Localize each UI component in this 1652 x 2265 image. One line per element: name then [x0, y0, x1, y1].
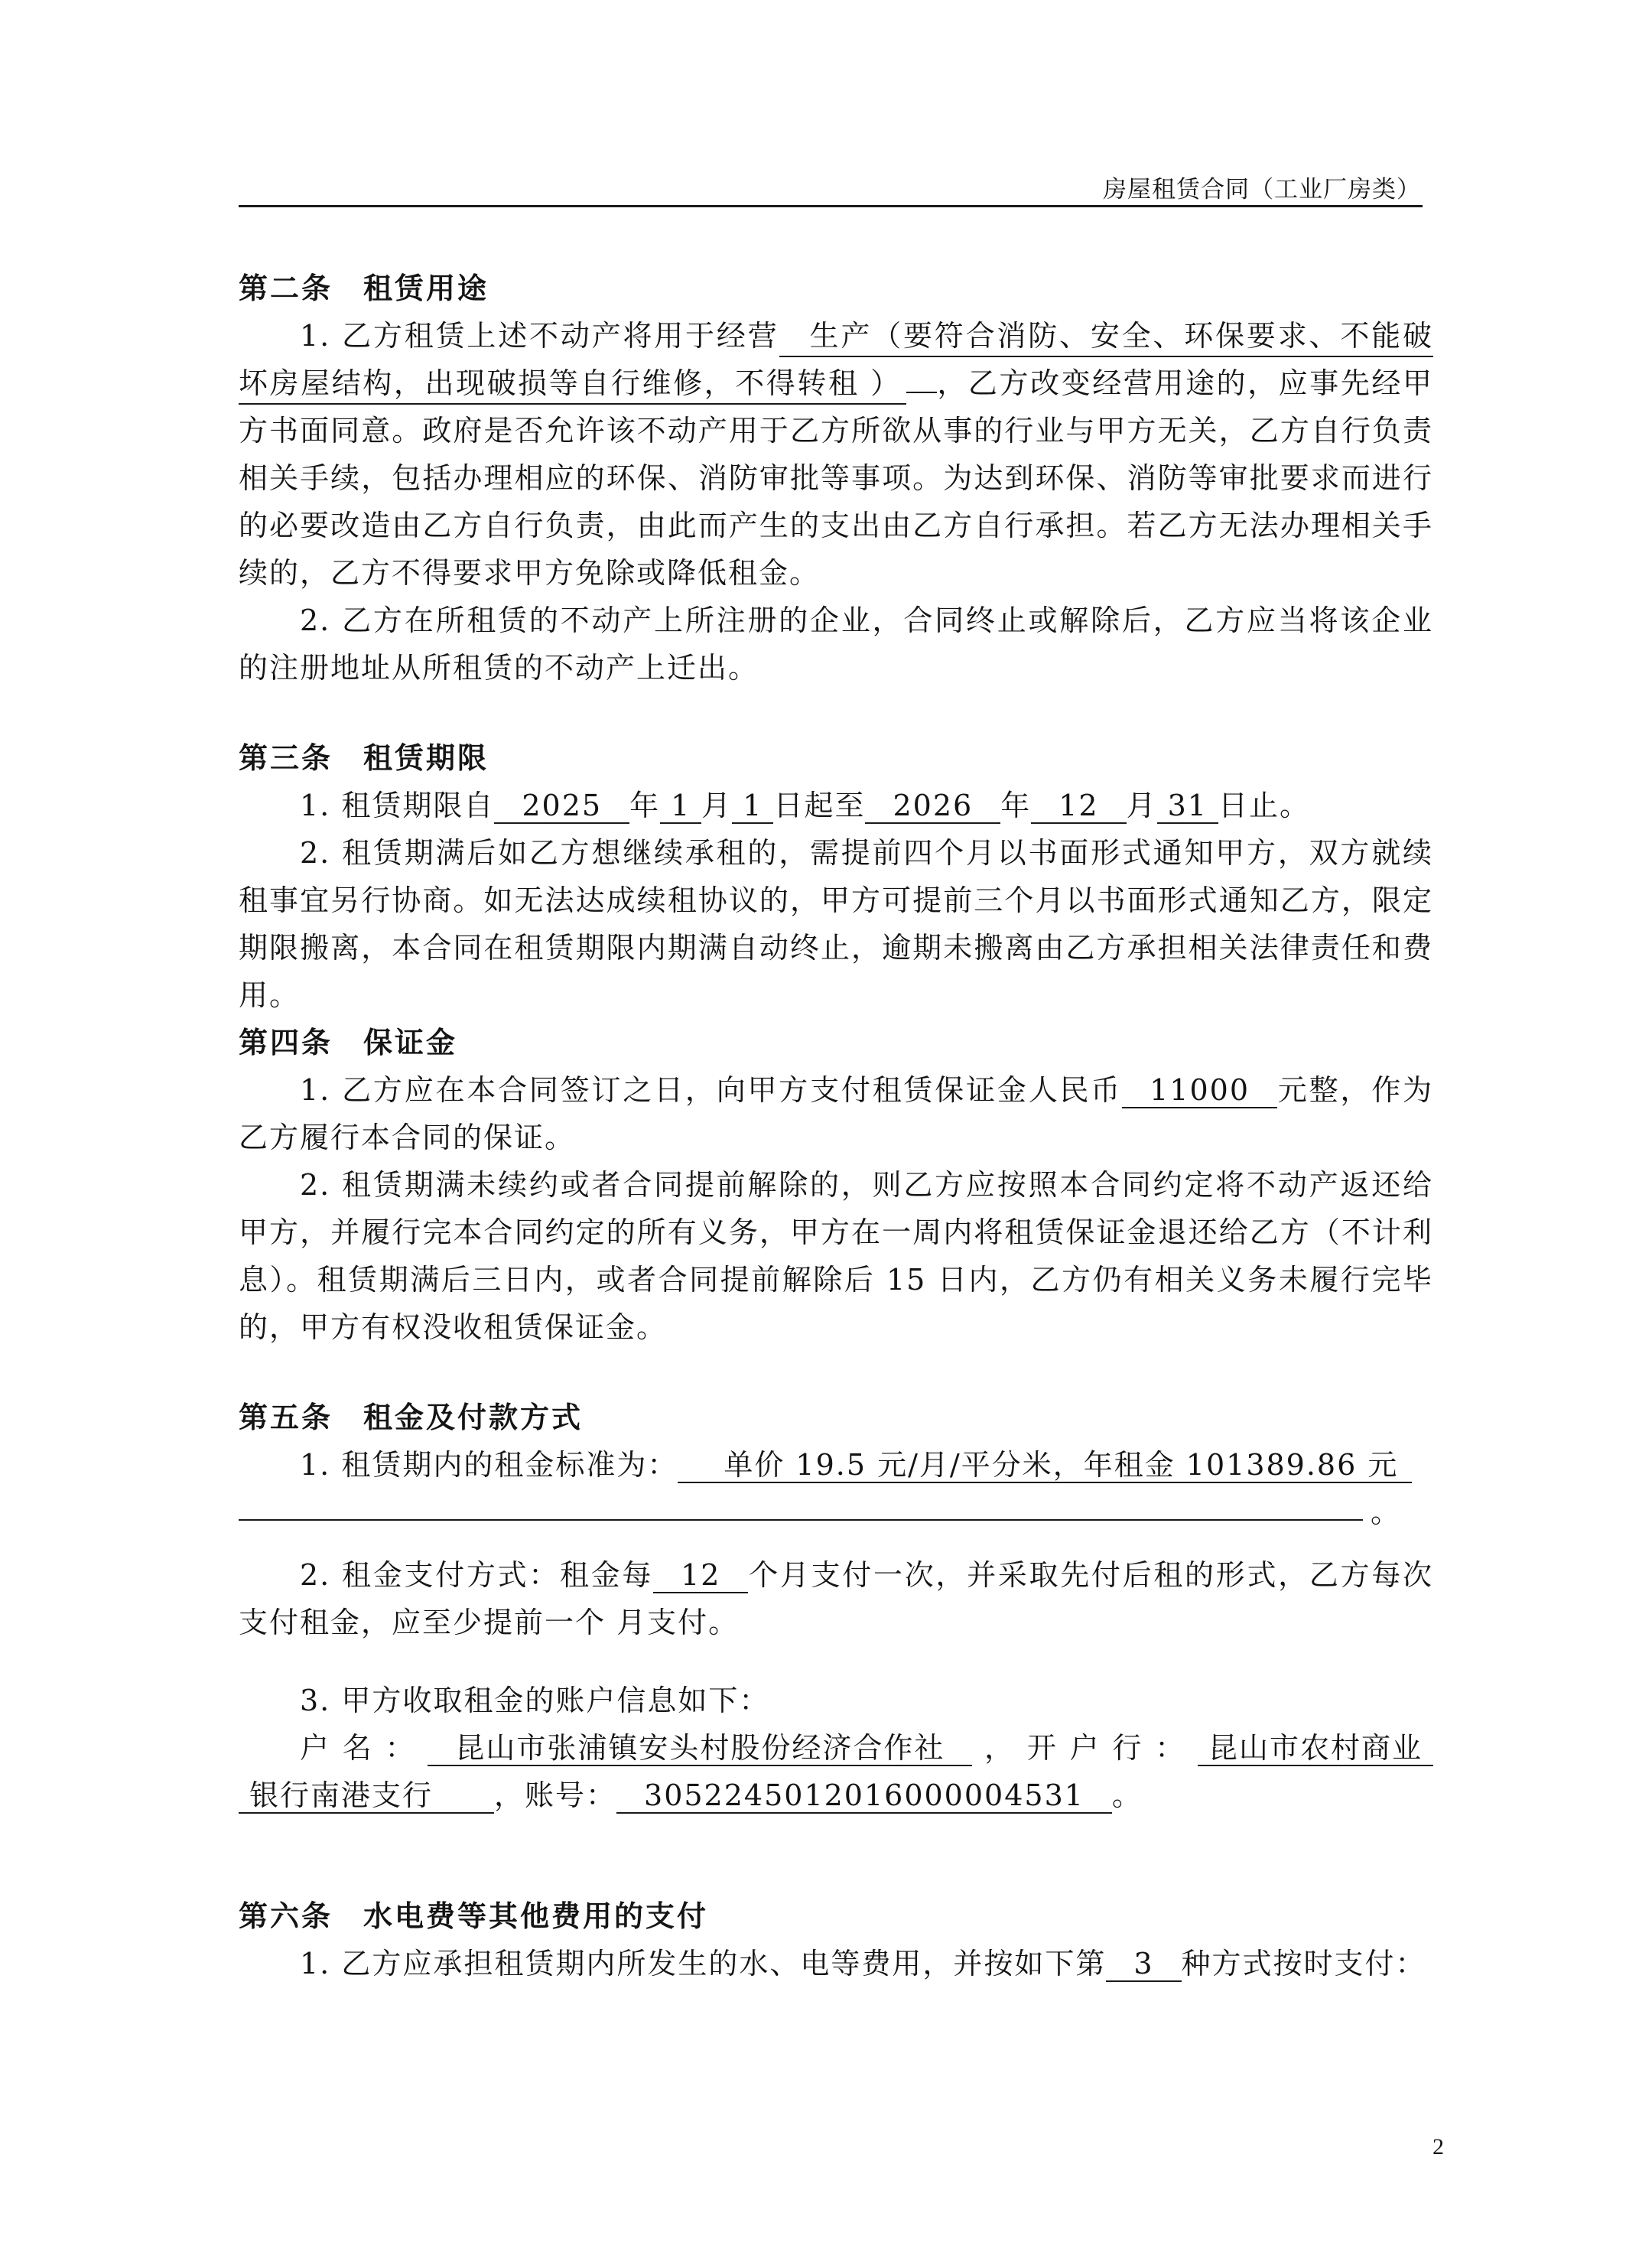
section-5-title: [239, 1394, 1433, 1441]
section-number: 第二条: [239, 271, 333, 305]
section-6-title: [239, 1892, 1433, 1940]
start-year-field: 2025: [494, 789, 629, 824]
spacer: [239, 692, 1433, 734]
para-text: ，乙方改变经营用途的，应事先经甲方书面同意。政府是否允许该不动产用于乙方所欲从事的行业与甲方无关，乙方自行负责相关手续，包括办理相应的环保、消防审批等事项。为达到环保、消防等审批要求而进行的必要改造由乙方自行负责，由此而产生的支出由乙方自行承担。若乙方无法办理相关手续的，乙方不得要求甲方免除或降低租金。: [239, 366, 1433, 590]
start-day-field: 1: [732, 789, 773, 824]
para-text: 年: [629, 789, 661, 822]
document-body: [239, 265, 1433, 1987]
section-4-para-1: [239, 1066, 1433, 1161]
section-5-para-3: 3. 甲方收取租金的账户信息如下：: [300, 1684, 770, 1717]
spacer: [239, 1351, 1433, 1394]
section-2-title: [239, 265, 1433, 312]
section-2-para-1: [239, 312, 1433, 597]
section-5-para-2: [239, 1551, 1433, 1646]
para-text: 1. 租赁期内的租金标准为：: [300, 1448, 678, 1482]
pay-months-field: 12: [653, 1558, 748, 1593]
blank-underline: [239, 1489, 1363, 1521]
spacer: [239, 1862, 1433, 1892]
end-day-field: 31: [1157, 789, 1218, 824]
para-text: ，开户行：: [972, 1731, 1198, 1765]
spacer: [239, 1819, 1433, 1862]
section-3-para-2: 2. 租赁期满后如乙方想继续承租的，需提前四个月以书面形式通知甲方，双方就续租事宜另行协商。如无法达成续租协议的，甲方可提前三个月以书面形式通知乙方，限定期限搬离，本合同在租赁期限内期满自动终止，逾期未搬离由乙方承担相关法律责任和费用。: [239, 836, 1433, 1012]
bank-field: 昆山市农村商业: [1198, 1731, 1433, 1766]
para-text: 户名：: [300, 1731, 428, 1765]
section-3-para-1: [239, 782, 1433, 829]
payment-method-field: 3: [1106, 1947, 1181, 1982]
bank-field-continued: 银行南港支行: [239, 1778, 494, 1814]
section-number: 第五条: [239, 1400, 333, 1434]
end-month-field: 12: [1031, 789, 1126, 824]
rent-standard-field: 单价 19.5 元/月/平分米，年租金 101389.86 元: [678, 1448, 1412, 1483]
header-rule: [239, 205, 1423, 207]
usage-field: 生产（要符合消防、安全、环保要求、不能破坏房屋结构，出现破损等自行维修，不得转租 ）: [239, 319, 1433, 405]
account-info: [239, 1724, 1433, 1819]
para-text: 日止。: [1218, 789, 1310, 822]
para-text: 个月支付一次，并采取先付后租的形式，乙方每次支付租金，应至少提前一个 月支付。: [239, 1558, 1433, 1639]
section-name: 水电费等其他费用的支付: [363, 1899, 709, 1933]
header-title: 房屋租赁合同（工业厂房类）: [1103, 176, 1421, 203]
section-name: 租赁期限: [363, 740, 489, 775]
section-4-title: [239, 1019, 1433, 1066]
para-text: 。: [1111, 1778, 1143, 1812]
para-text: 日起至: [773, 789, 866, 822]
para-text: 1. 乙方应承担租赁期内所发生的水、电等费用，并按如下第: [300, 1947, 1107, 1980]
spacer: [239, 1646, 1433, 1677]
section-3-title: [239, 734, 1433, 782]
para-text: 元整，作为乙方履行本合同的保证。: [239, 1073, 1433, 1154]
para-text: ，账号：: [494, 1778, 617, 1812]
para-text: 。: [1371, 1495, 1402, 1529]
section-number: 第四条: [239, 1025, 333, 1059]
section-5-para-1: [239, 1441, 1433, 1489]
section-name: 保证金: [363, 1025, 458, 1059]
section-number: 第六条: [239, 1899, 333, 1933]
para-text: 1. 乙方租赁上述不动产将用于经营: [300, 319, 779, 353]
rent-blank-line: [239, 1489, 1433, 1536]
section-name: 租赁用途: [363, 271, 489, 305]
section-2-para-2: 2. 乙方在所租赁的不动产上所注册的企业，合同终止或解除后，乙方应当将该企业的注册地址从所租赁的不动产上迁出。: [239, 604, 1433, 685]
section-4-para-2: 2. 租赁期满未续约或者合同提前解除的，则乙方应按照本合同约定将不动产返还给甲方，并履行完本合同约定的所有义务，甲方在一周内将租赁保证金退还给乙方（不计利息）。租赁期满后三日内，或者合同提前解除后 15 日内，乙方仍有相关义务未履行完毕的，甲方有权没收租赁保证金。: [239, 1168, 1433, 1344]
start-month-field: 1: [660, 789, 701, 824]
section-number: 第三条: [239, 740, 333, 775]
para-text: 1. 乙方应在本合同签订之日，向甲方支付租赁保证金人民币: [300, 1073, 1123, 1107]
account-number-field: 3052245012016000004531: [616, 1778, 1112, 1814]
deposit-field: 11000: [1122, 1073, 1277, 1108]
para-text: 2. 租金支付方式：租金每: [300, 1558, 654, 1592]
usage-blank: [906, 392, 937, 393]
account-name-field: 昆山市张浦镇安头村股份经济合作社: [428, 1731, 972, 1766]
section-name: 租金及付款方式: [363, 1400, 584, 1434]
page-number: 2: [1432, 2134, 1444, 2159]
para-text: 年: [1000, 789, 1032, 822]
para-text: 种方式按时支付：: [1181, 1947, 1426, 1980]
para-text: 1. 租赁期限自: [300, 789, 495, 822]
para-text: 月: [701, 789, 733, 822]
para-text: 月: [1126, 789, 1157, 822]
section-6-para-1: [239, 1940, 1433, 1987]
spacer: [239, 1536, 1433, 1551]
end-year-field: 2026: [865, 789, 1000, 824]
